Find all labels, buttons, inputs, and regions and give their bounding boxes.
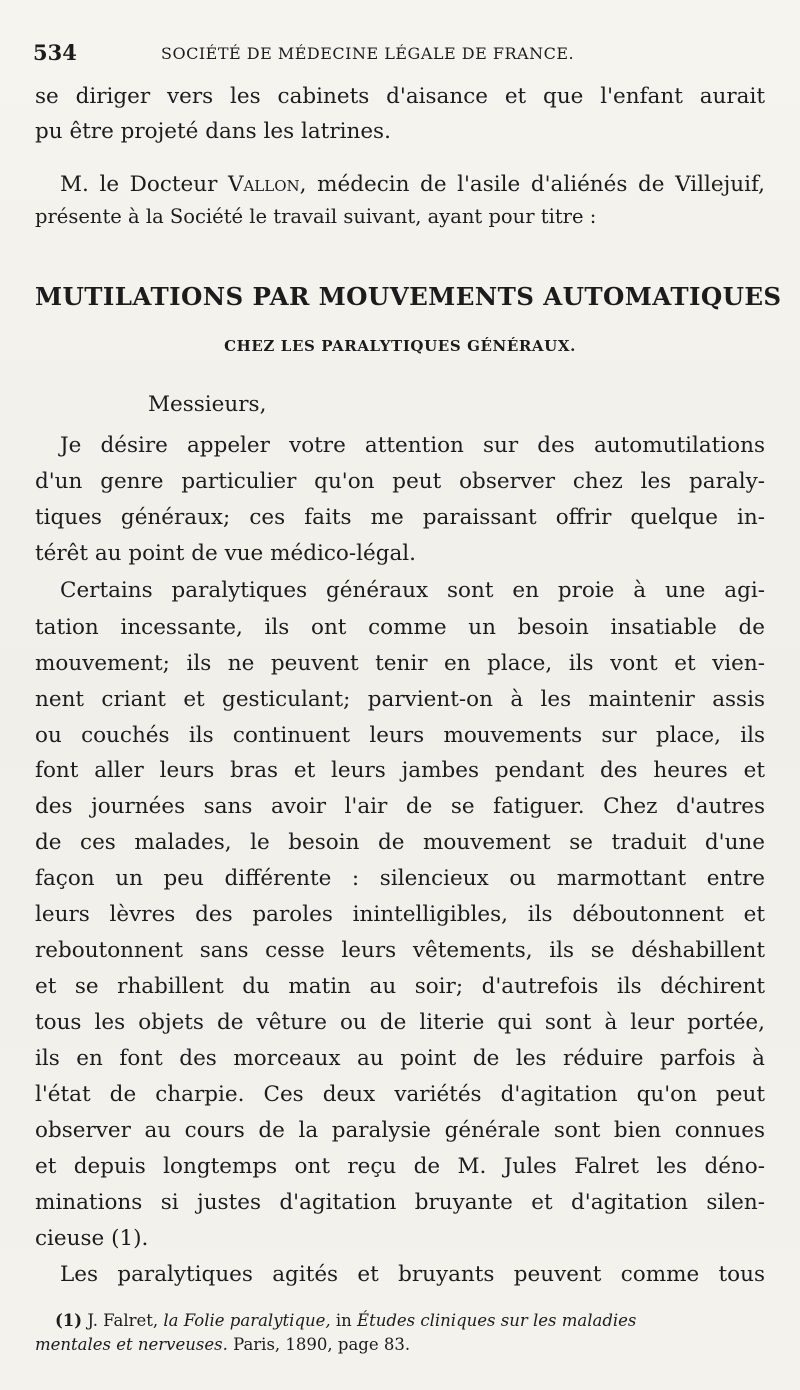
paragraph-line: nent criant et gesticulant; parvient-on à les maintenir assis (35, 687, 765, 712)
paragraph-line: leurs lèvres des paroles inintelligibles, ils déboutonnent et (35, 902, 765, 927)
body-line: pu être projeté dans les latrines. (35, 119, 391, 144)
running-head: SOCIÉTÉ DE MÉDECINE LÉGALE DE FRANCE. (161, 44, 575, 63)
footnote-continuation: mentales et nerveuses. Paris, 1890, page 83. (35, 1335, 411, 1354)
paragraph-line: des journées sans avoir l'air de se fatiguer. Chez d'autres (35, 794, 765, 819)
paragraph-line: mouvement; ils ne peuvent tenir en place, ils vont et vien- (35, 651, 765, 676)
paragraph-line: minations si justes d'agitation bruyante et d'agitation silen- (35, 1190, 765, 1215)
body-line: se diriger vers les cabinets d'aisance et que l'enfant aurait (35, 84, 765, 109)
paragraph-line: façon un peu différente : silencieux ou marmottant entre (35, 866, 765, 891)
paragraph-line: Les paralytiques agités et bruyants peuvent comme tous (60, 1262, 765, 1287)
article-title: MUTILATIONS PAR MOUVEMENTS AUTOMATIQUES (35, 282, 782, 311)
paragraph-line: ou couchés ils continuent leurs mouvements sur place, ils (35, 723, 765, 748)
footnote-marker: (1) (55, 1311, 83, 1330)
footnote: (1) J. Falret, la Folie paralytique, in Études cliniques sur les maladies (55, 1311, 637, 1330)
paragraph-line: tous les objets de vêture ou de literie qui sont à leur portée, (35, 1010, 765, 1035)
paragraph-line: observer au cours de la paralysie générale sont bien connues (35, 1118, 765, 1143)
paragraph-line: et se rhabillent du matin au soir; d'autrefois ils déchirent (35, 974, 765, 999)
salutation: Messieurs, (148, 392, 267, 417)
page-header (33, 40, 763, 66)
paragraph-line: térêt au point de vue médico-légal. (35, 541, 417, 566)
author-name: Vallon (227, 172, 300, 197)
paragraph-line: l'état de charpie. Ces deux variétés d'agitation qu'on peut (35, 1082, 765, 1107)
paragraph-line: cieuse (1). (35, 1226, 149, 1251)
presentation-line: M. le Docteur Vallon, médecin de l'asile d'aliénés de Villejuif, (60, 172, 766, 197)
paragraph-line: tiques généraux; ces faits me paraissant offrir quelque in- (35, 505, 765, 530)
page-number: 534 (33, 40, 77, 65)
paragraph-line: et depuis longtemps ont reçu de M. Jules Falret les déno- (35, 1154, 765, 1179)
paragraph-line: d'un genre particulier qu'on peut observer chez les paraly- (35, 469, 765, 494)
article-subtitle: CHEZ LES PARALYTIQUES GÉNÉRAUX. (224, 337, 576, 355)
presentation-line: présente à la Société le travail suivant, ayant pour titre : (35, 205, 597, 228)
paragraph-line: Je désire appeler votre attention sur des automutilations (60, 433, 765, 458)
paragraph-line: reboutonnent sans cesse leurs vêtements, ils se déshabillent (35, 938, 765, 963)
paragraph-line: Certains paralytiques généraux sont en proie à une agi- (60, 578, 765, 603)
paragraph-line: ils en font des morceaux au point de les réduire parfois à (35, 1046, 765, 1071)
paragraph-line: font aller leurs bras et leurs jambes pendant des heures et (35, 758, 765, 783)
paragraph-line: tation incessante, ils ont comme un besoin insatiable de (35, 615, 765, 640)
paragraph-line: de ces malades, le besoin de mouvement se traduit d'une (35, 830, 765, 855)
